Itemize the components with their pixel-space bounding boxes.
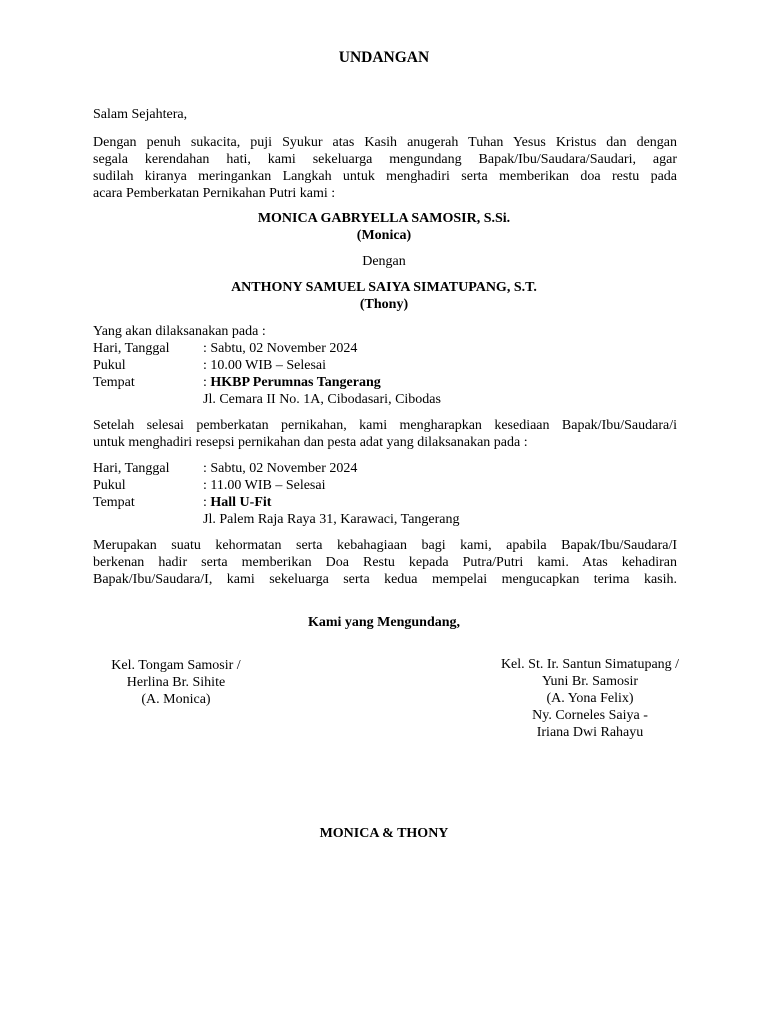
- place-value: [203, 374, 381, 391]
- family-right-line: (A. Yona Felix): [546, 691, 634, 706]
- place-label: Tempat: [93, 495, 135, 510]
- family-left-line: Kel. Tongam Samosir /: [111, 658, 241, 673]
- signoff: Kami yang Mengundang,: [307, 615, 461, 630]
- document-title: UNDANGAN: [338, 49, 430, 66]
- family-right-line: Ny. Corneles Saiya -: [532, 708, 648, 723]
- place-name: HKBP Perumnas Tangerang: [210, 375, 381, 390]
- place-colon: :: [203, 375, 211, 390]
- intro-line: sudilah kiranya meringankan Langkah untuk menghadiri serta memberikan doa restu pada: [93, 169, 677, 184]
- day-value: : Sabtu, 02 November 2024: [203, 461, 358, 476]
- day-value: : Sabtu, 02 November 2024: [203, 341, 358, 356]
- couple-names: MONICA & THONY: [319, 826, 449, 841]
- place-value: [203, 494, 271, 511]
- intro-line: Dengan penuh sukacita, puji Syukur atas Kasih anugerah Tuhan Yesus Kristus dan dengan: [93, 135, 677, 150]
- bride-nickname: (Monica): [356, 228, 412, 243]
- closing-line: Merupakan suatu kehormatan serta kebahagiaan bagi kami, apabila Bapak/Ibu/Saudara/I: [93, 538, 677, 553]
- greeting: Salam Sejahtera,: [93, 107, 188, 122]
- connector-text: Dengan: [362, 254, 406, 269]
- ceremony-lead: Yang akan dilaksanakan pada :: [93, 324, 266, 339]
- groom-name: ANTHONY SAMUEL SAIYA SIMATUPANG, S.T.: [231, 280, 537, 295]
- intro-paragraph: [93, 134, 677, 202]
- place-colon: :: [203, 495, 211, 510]
- intro-line: segala kerendahan hati, kami sekeluarga mengundang Bapak/Ibu/Saudara/Saudari, agar: [93, 152, 677, 167]
- family-left: [86, 657, 266, 708]
- reception-intro-line: untuk menghadiri resepsi pernikahan dan pesta adat yang dilaksanakan pada :: [93, 435, 528, 450]
- time-value: : 10.00 WIB – Selesai: [203, 358, 327, 373]
- time-value: : 11.00 WIB – Selesai: [203, 478, 326, 493]
- closing-paragraph: [93, 537, 677, 588]
- family-right: [470, 656, 710, 741]
- closing-line: Bapak/Ibu/Saudara/I, kami sekeluarga serta kedua mempelai mengucapkan terima kasih.: [93, 572, 677, 587]
- day-label: Hari, Tanggal: [93, 341, 170, 356]
- place-name: Hall U-Fit: [210, 495, 272, 510]
- time-label: Pukul: [93, 358, 126, 373]
- reception-intro: [93, 417, 677, 451]
- family-left-line: Herlina Br. Sihite: [126, 675, 226, 690]
- day-label: Hari, Tanggal: [93, 461, 170, 476]
- closing-line: berkenan hadir serta memberikan Doa Restu kepada Putra/Putri kami. Atas kehadiran: [93, 555, 677, 570]
- intro-line: acara Pemberkatan Pernikahan Putri kami :: [93, 186, 336, 201]
- bride-name: MONICA GABRYELLA SAMOSIR, S.Si.: [257, 211, 511, 226]
- groom-nickname: (Thony): [359, 297, 409, 312]
- family-right-line: Kel. St. Ir. Santun Simatupang /: [500, 657, 680, 672]
- family-right-line: Iriana Dwi Rahayu: [536, 725, 644, 740]
- place-address: Jl. Cemara II No. 1A, Cibodasari, Cibodas: [203, 392, 441, 407]
- reception-intro-line: Setelah selesai pemberkatan pernikahan, kami mengharapkan kesediaan Bapak/Ibu/Saudara/i: [93, 418, 677, 433]
- family-right-line: Yuni Br. Samosir: [541, 674, 639, 689]
- family-left-line: (A. Monica): [141, 692, 211, 707]
- place-label: Tempat: [93, 375, 135, 390]
- time-label: Pukul: [93, 478, 126, 493]
- place-address: Jl. Palem Raja Raya 31, Karawaci, Tangerang: [203, 512, 460, 527]
